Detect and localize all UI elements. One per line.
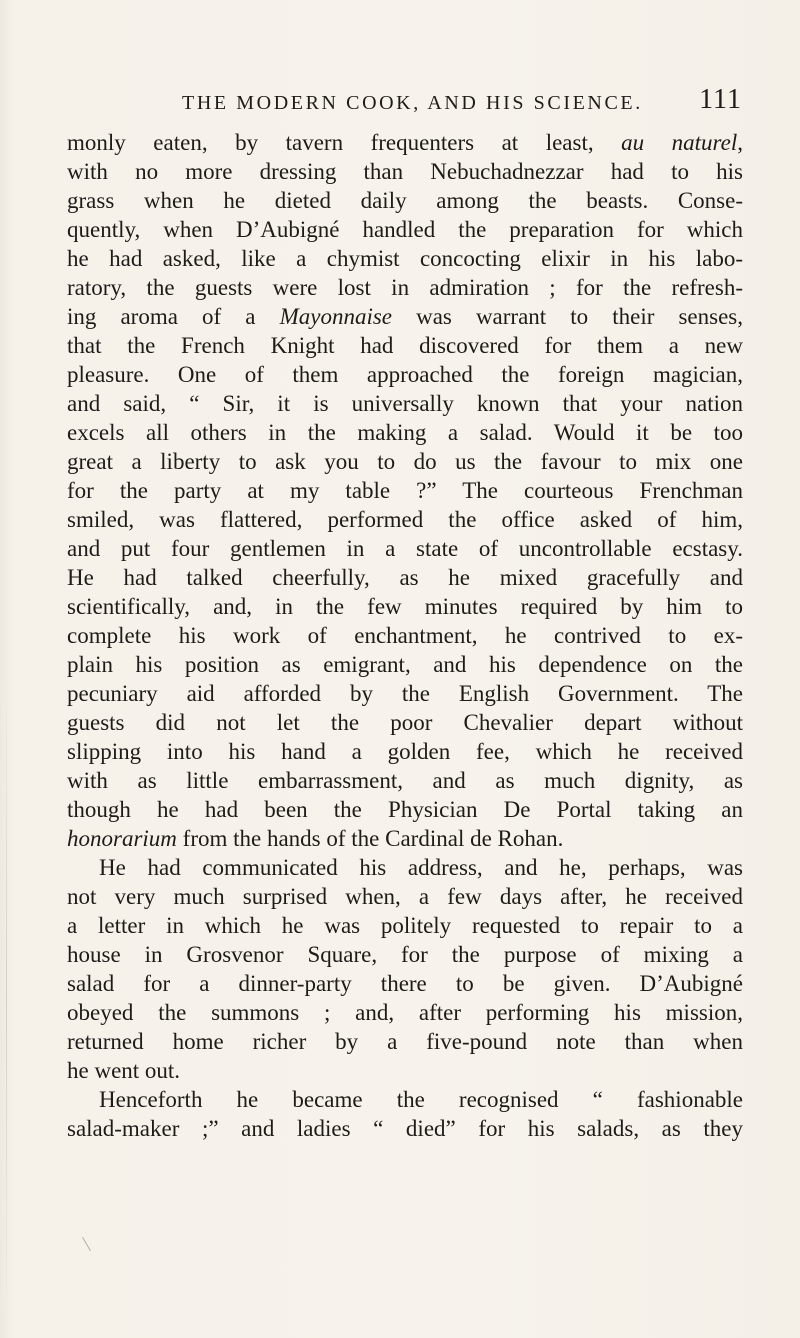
text-line: salad for a dinner-party there to be given. D’Aubigné [67,971,743,996]
page-number: 111 [699,84,742,115]
text-line: great a liberty to ask you to do us the favour to mix one [67,449,743,474]
text-line: he had asked, like a chymist concocting elixir in his labo- [67,246,743,271]
text-line: with no more dressing than Nebuchadnezzar had to his [67,159,743,184]
text-line: and said, “ Sir, it is universally known that your nation [67,391,743,416]
text-line: a letter in which he was politely requested to repair to a [67,913,743,938]
text-line: returned home richer by a five-pound note than when [67,1029,743,1054]
text-line: scientifically, and, in the few minutes required by him to [67,594,743,619]
text-line: excels all others in the making a salad. Would it be too [67,420,743,445]
ink-mark [82,1237,91,1251]
text-line: monly eaten, by tavern frequenters at least, au naturel, [67,130,744,155]
text-line: ratory, the guests were lost in admiration ; for the refresh- [67,275,743,300]
text-line: quently, when D’Aubigné handled the preparation for which [67,217,743,242]
text-line: and put four gentlemen in a state of uncontrollable ecstasy. [67,536,743,561]
text-line: smiled, was flattered, performed the office asked of him, [67,507,743,532]
text-line: salad-maker ;” and ladies “ died” for his salads, as they [67,1116,743,1141]
text-line: plain his position as emigrant, and his dependence on the [67,652,743,677]
text-line: Henceforth he became the recognised “ fashionable [99,1087,743,1112]
running-head: THE MODERN COOK, AND HIS SCIENCE. [182,92,643,114]
text-line: with as little embarrassment, and as much dignity, as [67,768,743,793]
body-text [67,128,743,1143]
text-line: house in Grosvenor Square, for the purpose of mixing a [67,942,743,967]
text-line: He had talked cheerfully, as he mixed gracefully and [67,565,743,590]
text-line: not very much surprised when, a few days after, he received [67,884,743,909]
text-line: honorarium from the hands of the Cardinal de Rohan. [67,826,564,851]
text-line: pleasure. One of them approached the foreign magician, [67,362,743,387]
text-line: guests did not let the poor Chevalier depart without [67,710,743,735]
page-edge-shadow [6,660,7,1338]
text-line: for the party at my table ?” The courteous Frenchman [67,478,743,503]
page-header [182,82,742,118]
text-line: though he had been the Physician De Portal taking an [67,797,743,822]
text-line: that the French Knight had discovered for them a new [67,333,743,358]
text-line: complete his work of enchantment, he contrived to ex- [67,623,743,648]
text-line: obeyed the summons ; and, after performing his mission, [67,1000,743,1025]
text-line: He had communicated his address, and he, perhaps, was [99,855,743,880]
text-line: slipping into his hand a golden fee, which he received [67,739,743,764]
text-line: grass when he dieted daily among the beasts. Conse- [67,188,743,213]
text-line: he went out. [67,1058,181,1083]
text-line: pecuniary aid afforded by the English Government. The [67,681,743,706]
text-line: ing aroma of a Mayonnaise was warrant to their senses, [67,304,743,329]
